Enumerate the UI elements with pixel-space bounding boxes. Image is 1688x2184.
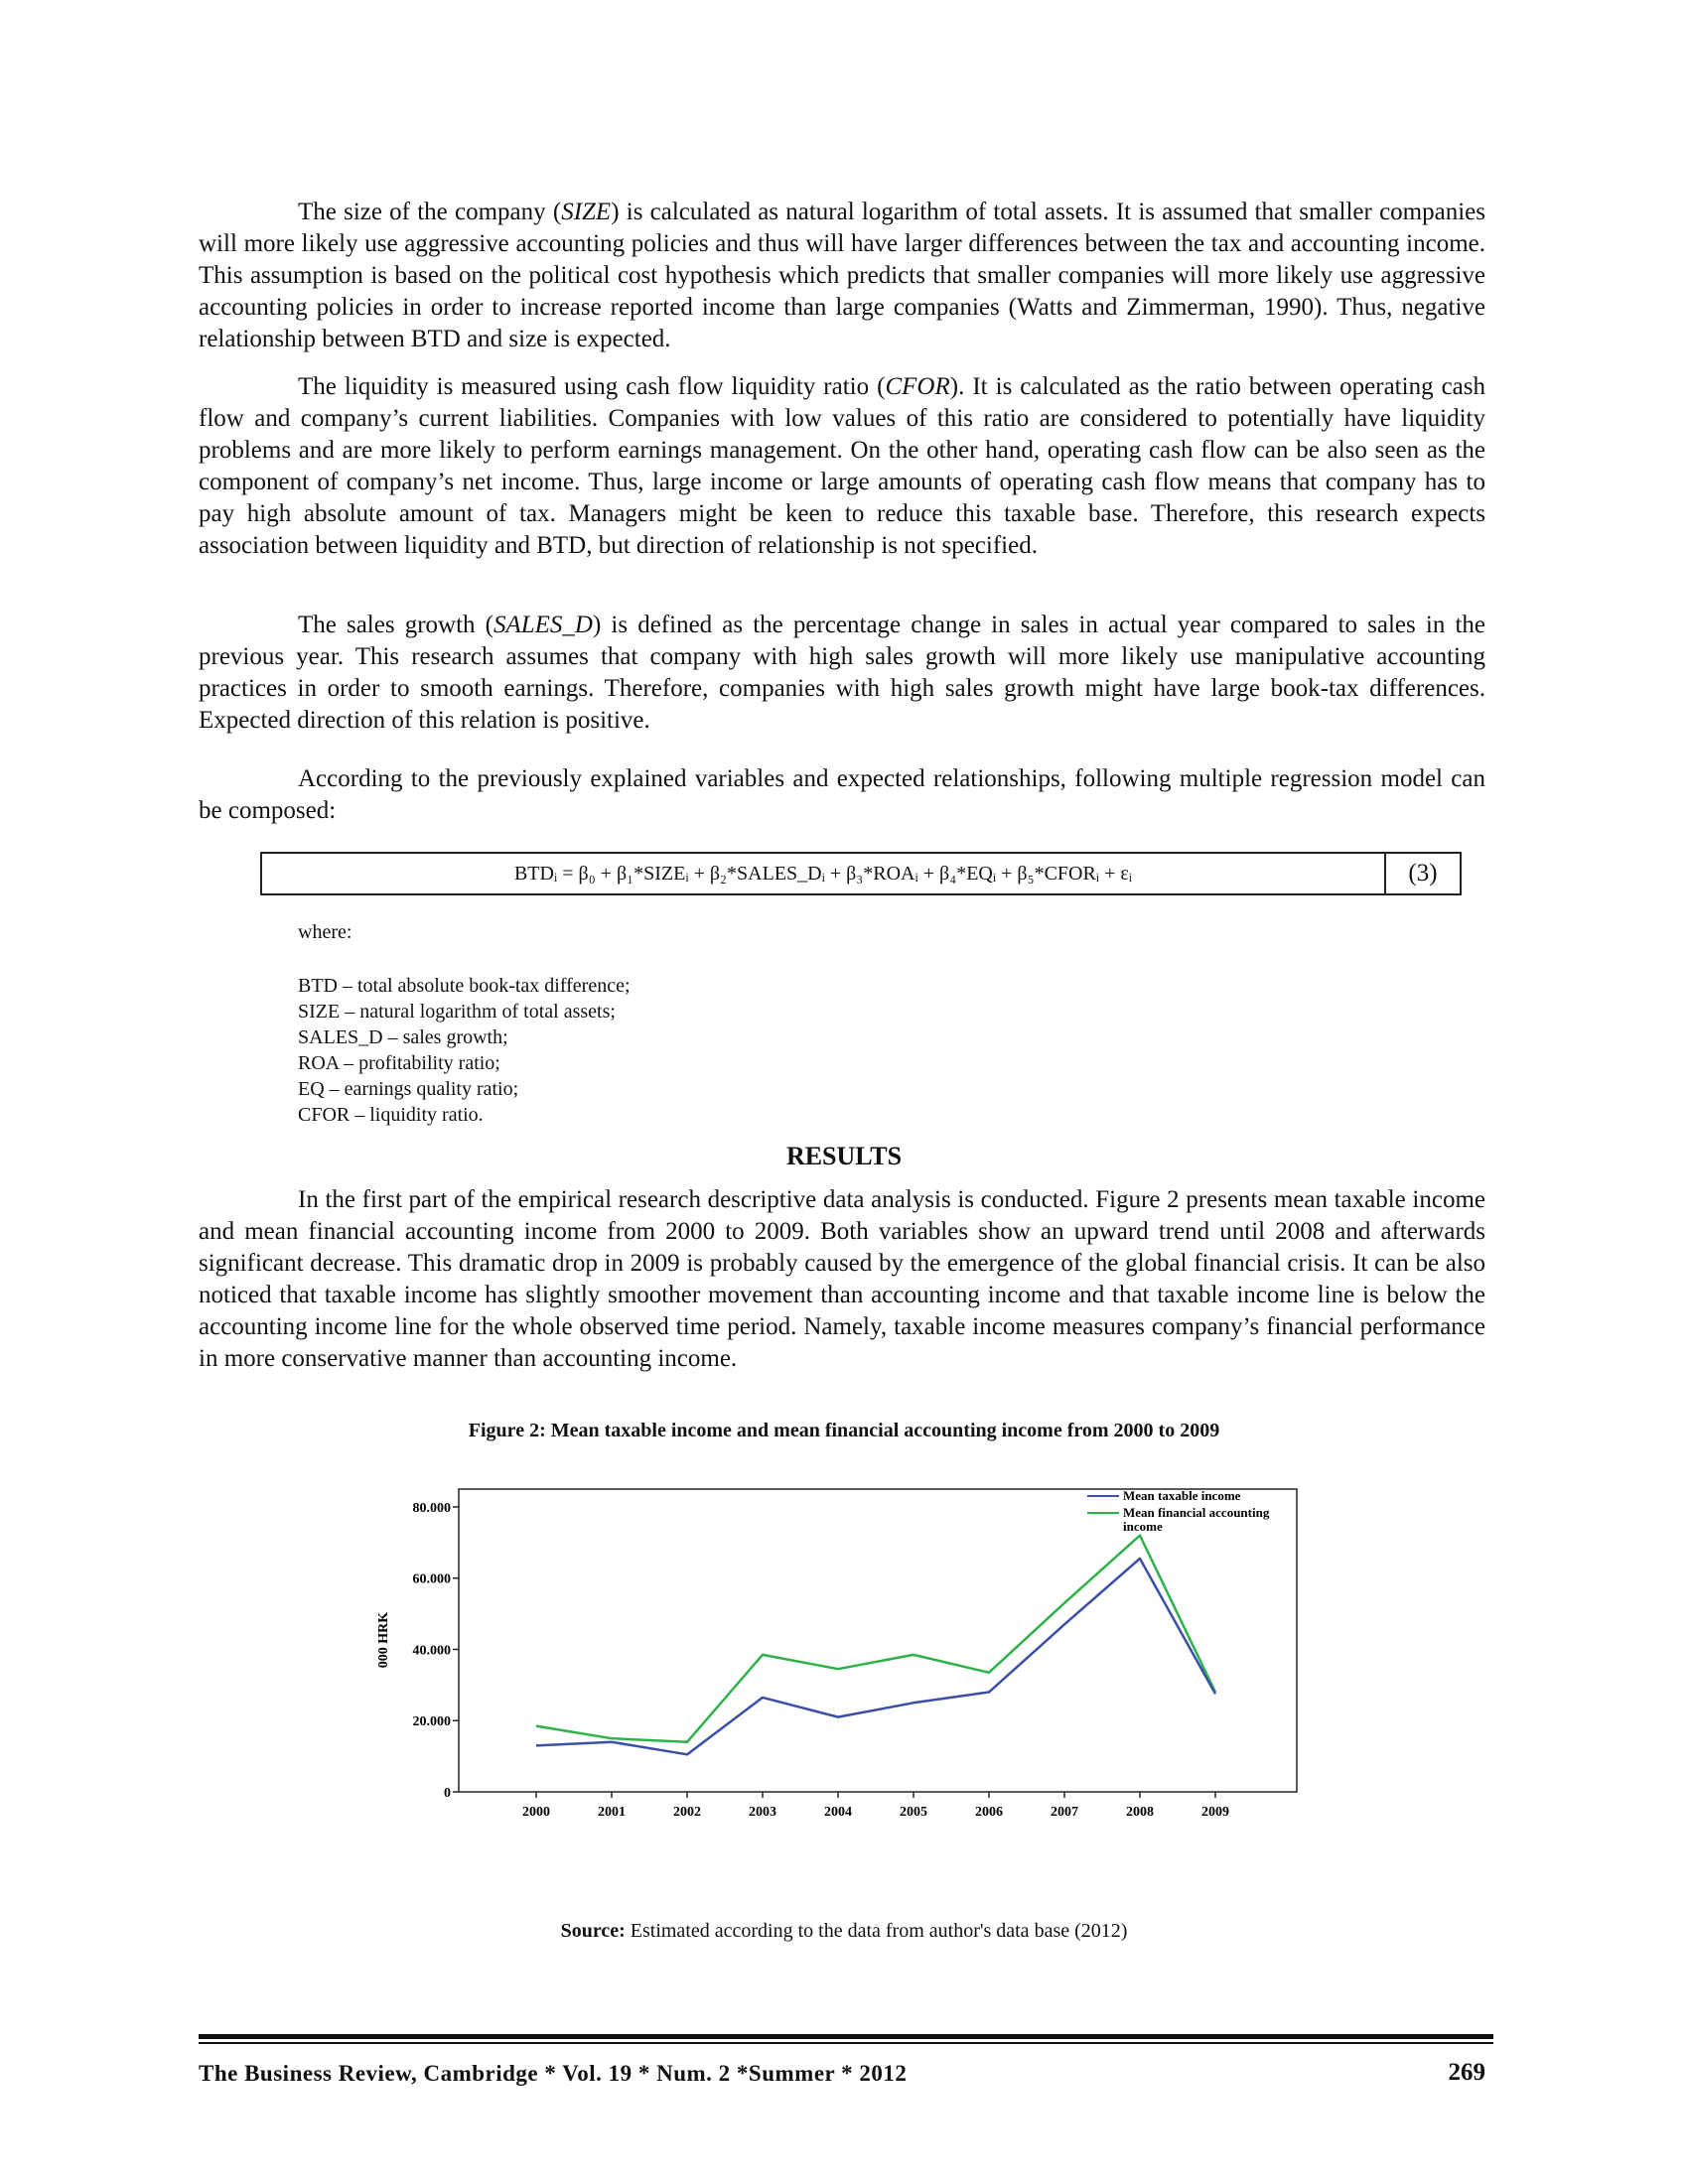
x-tick-label: 2008: [1126, 1805, 1154, 1820]
x-tick-label: 2001: [598, 1805, 626, 1820]
y-axis-label: 000 HRK: [376, 1611, 391, 1669]
footer-rule-thin: [199, 2042, 1493, 2044]
legend-label: [1123, 1505, 1270, 1534]
figure-caption: Figure 2: Mean taxable income and mean financial accounting income from 2000 to 2009: [468, 1420, 1220, 1441]
x-tick-label: 2005: [900, 1805, 927, 1820]
regression-equation-box: [260, 852, 1462, 895]
variable-definitions: [298, 973, 631, 1128]
y-tick-label: 20.000: [412, 1714, 451, 1730]
x-tick-label: 2002: [673, 1805, 701, 1820]
chart-legend: [1087, 1488, 1270, 1534]
section-heading: RESULTS: [785, 1142, 903, 1170]
y-tick-label: 0: [444, 1786, 451, 1801]
x-tick-label: 2006: [975, 1805, 1003, 1820]
definition-roa: ROA – profitability ratio;: [298, 1052, 500, 1074]
variable-cfor: CFOR: [885, 373, 950, 400]
regression-equation: BTDᵢ = β₀ + β₁*SIZEᵢ + β₂*SALES_Dᵢ + β₃*ROAᵢ + β₄*EQᵢ + β₅*CFORᵢ + εᵢ: [262, 854, 1386, 893]
page-number: 269: [1448, 2059, 1485, 2086]
x-tick-label: 2004: [824, 1805, 852, 1820]
plot-frame: [459, 1489, 1297, 1792]
y-axis-ticks: [413, 1501, 460, 1801]
journal-footer: The Business Review, Cambridge * Vol. 19 * Num. 2 *Summer * 2012: [199, 2061, 908, 2086]
source-text: Estimated according to the data from author's data base (2012): [625, 1920, 1128, 1942]
legend-label: Mean taxable income: [1123, 1488, 1241, 1503]
x-tick-label: 2007: [1051, 1805, 1078, 1820]
series-lines: [536, 1536, 1215, 1755]
definition-cfor: CFOR – liquidity ratio.: [298, 1104, 484, 1126]
definition-eq: EQ – earnings quality ratio;: [298, 1078, 519, 1100]
figure-source: [0, 1920, 1688, 1943]
where-label: where:: [298, 921, 352, 943]
paragraph-results: In the first part of the empirical research descriptive data analysis is conducted. Figure 2 presents mean taxable income and mean financial accounting income from 2000 to 2009. Both variables show an upward trend until 2008 and afterwards significant decrease. This dramatic drop in 2009 is probably caused by the emergence of the global financial crisis. It can be also noticed that taxable income has slightly smoother movement than accounting income and that taxable income line is below the accounting income line for the whole observed time period. Namely, taxable income measures company’s financial performance in more conservative manner than accounting income.: [199, 1186, 1485, 1372]
paragraph-size: The size of the company (SIZE) is calculated as natural logarithm of total assets. It is assumed that smaller companies will more likely use aggressive accounting policies and thus will have larger differences between the tax and accounting income. This assumption is based on the political cost hypothesis which predicts that smaller companies will more likely use aggressive accounting policies in order to increase reported income than large companies (Watts and Zimmerman, 1990). Thus, negative relationship between BTD and size is expected.: [199, 199, 1485, 352]
variable-size: SIZE: [561, 199, 612, 225]
footer-rule-thick: [199, 2034, 1493, 2039]
y-tick-label: 80.000: [412, 1500, 451, 1516]
definition-sales-d: SALES_D – sales growth;: [298, 1026, 508, 1048]
y-tick-label: 40.000: [412, 1643, 451, 1659]
variable-sales-d: SALES_D: [492, 612, 593, 638]
paragraph-sales-growth: The sales growth (SALES_D) is defined as the percentage change in sales in actual year compared to sales in the previous year. This research assumes that company with high sales growth will more likely use manipulative accounting practices in order to smooth earnings. Therefore, companies with high sales growth might have large book-tax differences. Expected direction of this relation is positive.: [199, 612, 1485, 734]
definition-btd: BTD – total absolute book-tax difference;: [298, 975, 631, 997]
y-tick-label: 60.000: [412, 1571, 451, 1587]
x-tick-label: 2000: [522, 1805, 550, 1820]
x-tick-label: 2009: [1201, 1805, 1229, 1820]
line-chart: [357, 1469, 1311, 1846]
series-line-mean-taxable-income: [536, 1559, 1215, 1754]
equation-number: (3): [1408, 860, 1438, 887]
legend-label-line: income: [1123, 1519, 1163, 1534]
x-tick-label: 2003: [749, 1805, 776, 1820]
definition-size: SIZE – natural logarithm of total assets;: [298, 1001, 616, 1023]
paragraph-model-intro: According to the previously explained variables and expected relationships, following multiple regression model can be composed:: [199, 765, 1485, 824]
legend-label-line: Mean financial accounting: [1123, 1505, 1270, 1520]
paragraph-liquidity: The liquidity is measured using cash flow liquidity ratio (CFOR). It is calculated as the ratio between operating cash flow and company’s current liabilities. Companies with low values of this ratio are considered to potentially have liquidity problems and are more likely to perform earnings management. On the other hand, operating cash flow can be also seen as the component of company’s net income. Thus, large income or large amounts of operating cash flow means that company has to pay high absolute amount of tax. Managers might be keen to reduce this taxable base. Therefore, this research expects association between liquidity and BTD, but direction of relationship is not specified.: [199, 373, 1485, 559]
source-label: Source:: [560, 1920, 626, 1942]
x-axis-ticks: [522, 1792, 1229, 1820]
